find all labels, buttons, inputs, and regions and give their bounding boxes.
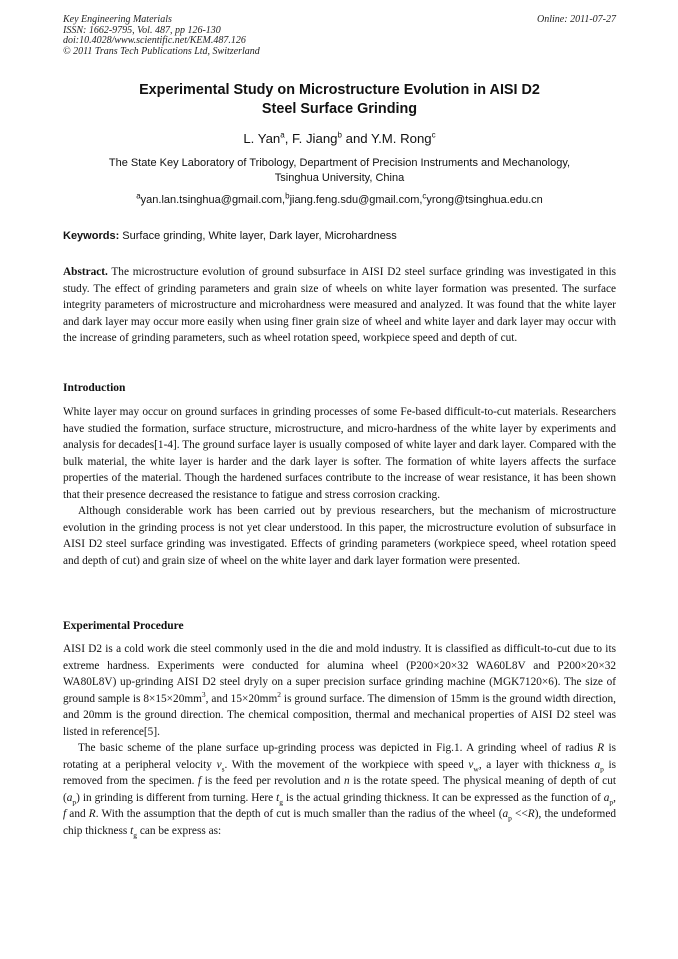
affiliation [63,156,616,186]
intro-paragraph-2: Although considerable work has been carried out by previous researchers, but the mechanism of microstructure evolution in the grinding process is not yet clear understood. In this paper, the microstructure evolution of subsurface in AISI D2 steel surface grinding was investigated. Effects of grinding parameters (workpiece speed, wheel rotation speed and depth of cut) and grain size of wheel on the white layer and dark layer formation were presented. [63,505,616,567]
author-emails [63,191,616,206]
keywords [63,230,616,242]
abstract-label: Abstract. [63,266,108,278]
affiliation-line-1: The State Key Laboratory of Tribology, Department of Precision Instruments and Mechanology, [108,157,571,169]
title-line-2: Steel Surface Grinding [261,101,418,117]
introduction-section [63,404,616,569]
issn: ISSN: 1662-9795, Vol. 487, pp 126-130 [63,24,221,36]
introduction-heading: Introduction [63,382,126,394]
email-3[interactable]: yrong@tsinghua.edu.cn [426,194,543,206]
paper-title [63,81,616,119]
email-1[interactable]: yan.lan.tsinghua@gmail.com, [140,194,286,206]
author-2: , F. Jiang [284,131,338,146]
abstract-text: The microstructure evolution of ground subsurface in AISI D2 steel surface grinding was investigated in this study. The effect of grinding parameters and grain size of wheels on white layer formation was presented. The surface integrity parameters of microstructure and microhardness were measured and analyzed. It was found that the white layer and dark layer may occur more easily when using finer grain size of wheel and white layer and dark layer may occur with the increase of grinding parameters, such as wheel rotation speed, workpiece speed and depth of cut. [63,266,616,344]
exp-paragraph-2: The basic scheme of the plane surface up-grinding process was depicted in Fig.1. A grinding wheel of radius R is rotating at a peripheral velocity $v_s$. With the movement of the workpiece with speed $v_w$, a layer with thickness $a_p$ is removed from the specimen. f is the feed per revolution and n is the rotate speed. The physical meaning of depth of cut $(a_p)$ in grinding is different from turning. Here $t_g$ is the actual grinding thickness. It can be expressed as the function of $a_p$, f and R. With the assumption that the depth of cut is much smaller than the radius of the wheel $(a_p <<R)$, the undeformed chip thickness $t_g$ can be express as: [63,742,616,839]
author-3: and Y.M. Rong [341,131,432,146]
experimental-section [63,641,616,839]
journal-header [63,15,616,57]
journal-name: Key Engineering Materials [63,14,172,25]
affiliation-line-2: Tsinghua University, China [274,172,405,184]
email-sup-a: a [136,191,141,201]
copyright: © 2011 Trans Tech Publications Ltd, Switzerland [63,45,260,57]
author-1: L. Yan [243,131,281,146]
keywords-label: Keywords: [63,230,120,242]
online-date: Online: 2011-07-27 [537,14,616,25]
author-2-sup: b [337,130,342,140]
author-1-sup: a [280,130,285,140]
abstract [63,264,616,347]
keywords-text: Surface grinding, White layer, Dark layer, Microhardness [119,230,397,242]
title-line-1: Experimental Study on Microstructure Evolution in AISI D2 [139,82,540,98]
intro-paragraph-1: White layer may occur on ground surfaces in grinding processes of some Fe-based difficult-to-cut materials. Researchers have studied the formation, surface structure, microstructure, and micro-hardness of the white layer by experiments and analysis for decades[1-4]. The ground surface layer is usually composed of white layer and dark layer. Compared with the bulk material, the white layer is harder and the dark layer is softer. The formation of white layers affects the surface properties of the material. Though the hardened surfaces contribute to the increase of wear resistance, it has been shown that their presence decreased the resistance to fatigue and stress corrosion cracking. [63,406,616,501]
author-3-sup: c [431,130,436,140]
exp-paragraph-1: AISI D2 is a cold work die steel commonly used in the die and mold industry. It is classified as difficult-to-cut due to its extreme hardness. Experiments were conducted for alumina wheel (P200×20×32 WA60L8V and P200×20×32 WA80L8V) up-grinding AISI D2 steel dryly on a super precision surface grinding machine (MGK7120×6). The size of ground sample is $8\times 15\times 20mm^3$, and $15\times 20mm^2$ is ground surface. The dimension of 15mm is the ground width direction, and 20mm is the ground direction. The chemical composition, thermal and mechanical properties of AISI D2 steel was listed in reference[5]. [63,643,616,738]
email-sup-b: b [285,191,290,201]
email-sup-c: c [422,191,427,201]
author-list [63,131,616,146]
email-2[interactable]: jiang.feng.sdu@gmail.com, [289,194,423,206]
experimental-heading: Experimental Procedure [63,620,184,632]
doi[interactable]: doi:10.4028/www.scientific.net/KEM.487.126 [63,35,246,46]
